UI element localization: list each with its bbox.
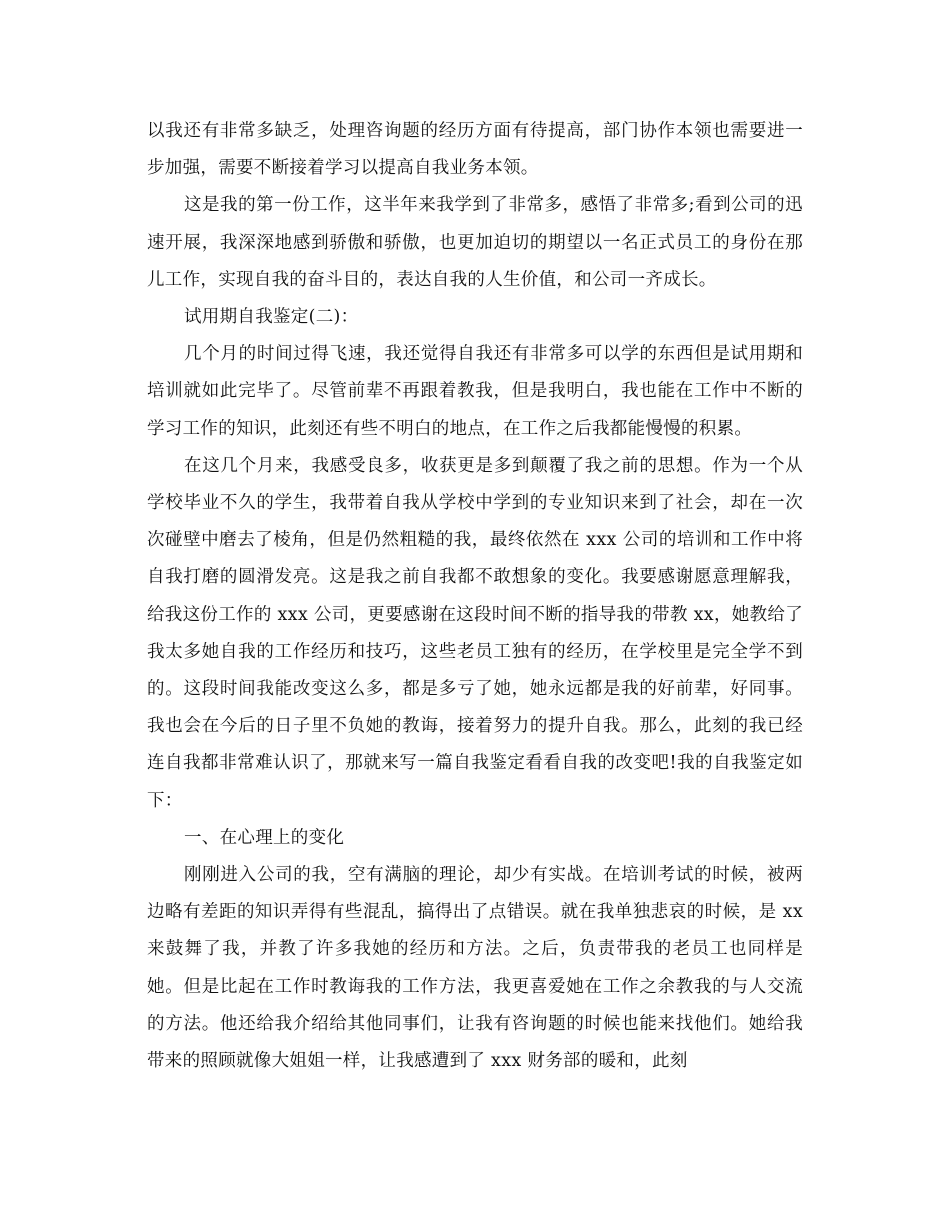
section-heading-trial-2: 试用期自我鉴定(二)： [184, 307, 359, 328]
paragraph-4: 在这几个月来，我感受良多，收获更是多到颠覆了我之前的思想。作为一个从学校毕业不久的学生，我带着自我从学校中学到的专业知识来到了社会，却在一次次碰壁中磨去了棱角，但是仍然粗糙的我，最终依然在 xxx 公司的培训和工作中将自我打磨的圆滑发亮。这是我之前自我都不敢想象的变化。我要感谢愿意理解我，给我这份工作的 xxx 公司，更要感谢在这段时间不断的指导我的带教 xx，她教给了我太多她自我的工作经历和技巧，这些老员工独有的经历，在学校里是完全学不到的。这段时间我能改变这么多，都是多亏了她，她永远都是我的好前辈，好同事。我也会在今后的日子里不负她的教诲，接着努力的提升自我。那么，此刻的我已经连自我都非常难认识了，那就来写一篇自我鉴定看看自我的改变吧!我的自我鉴定如下： [147, 455, 803, 811]
document-body [147, 113, 803, 1080]
paragraph-3: 几个月的时间过得飞速，我还觉得自我还有非常多可以学的东西但是试用期和培训就如此完毕了。尽管前辈不再跟着教我，但是我明白，我也能在工作中不断的学习工作的知识，此刻还有些不明白的地点，在工作之后我都能慢慢的积累。 [147, 344, 803, 439]
paragraph-2: 这是我的第一份工作，这半年来我学到了非常多，感悟了非常多;看到公司的迅速开展，我深深地感到骄傲和骄傲，也更加迫切的期望以一名正式员工的身份在那儿工作，实现自我的奋斗目的，表达自我的人生价值，和公司一齐成长。 [147, 195, 803, 290]
section-heading-psychology: 一、在心理上的变化 [184, 827, 345, 848]
paragraph-5: 刚刚进入公司的我，空有满脑的理论，却少有实战。在培训考试的时候，被两边略有差距的知识弄得有些混乱，搞得出了点错误。就在我单独悲哀的时候，是 xx 来鼓舞了我，并教了许多我她的经历和方法。之后，负责带我的老员工也同样是她。但是比起在工作时教诲我的工作方法，我更喜爱她在工作之余教我的与人交流的方法。他还给我介绍给其他同事们，让我有咨询题的时候也能来找他们。她给我带来的照顾就像大姐姐一样，让我感遭到了 xxx 财务部的暖和，此刻 [147, 865, 803, 1072]
paragraph-1: 以我还有非常多缺乏，处理咨询题的经历方面有待提高，部门协作本领也需要进一步加强，需要不断接着学习以提高自我业务本领。 [147, 121, 803, 179]
